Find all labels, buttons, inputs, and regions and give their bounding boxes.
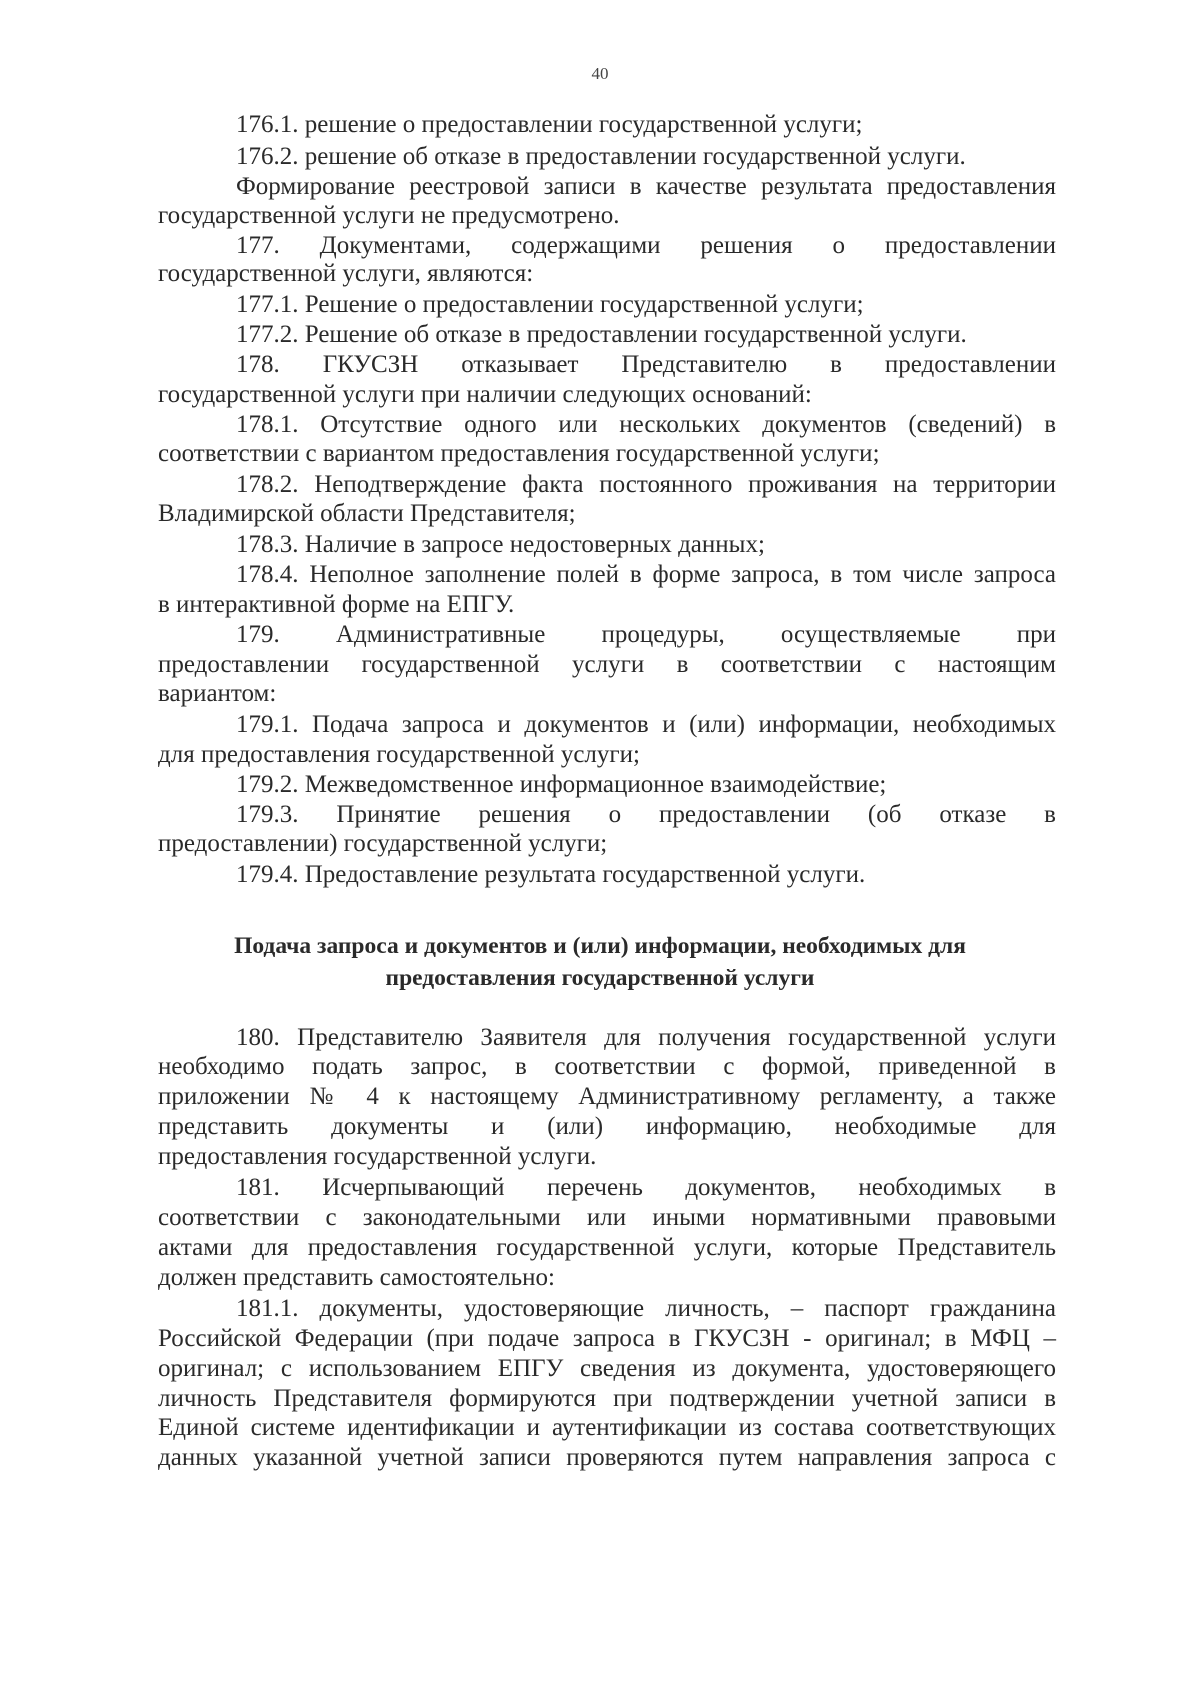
text-line: предоставлении) государственной услуги; <box>158 830 608 857</box>
text-line: 178.1. Отсутствие одного или нескольких документов (сведений) в <box>236 411 1056 438</box>
text-line: 177.1. Решение о предоставлении государственной услуги; <box>236 291 864 318</box>
text-line: предоставления государственной услуги. <box>158 1143 597 1170</box>
text-line: Российской Федерации (при подаче запроса в ГКУСЗН - оригинал; в МФЦ – <box>158 1325 1056 1352</box>
text-line: государственной услуги при наличии следующих оснований: <box>158 381 812 408</box>
text-line: представить документы и (или) информацию, необходимые для <box>158 1113 1056 1140</box>
text-line: вариантом: <box>158 680 277 707</box>
text-line: 181.1. документы, удостоверяющие личность, – паспорт гражданина <box>236 1295 1056 1322</box>
text-line: Единой системе идентификации и аутентификации из состава соответствующих <box>158 1414 1056 1441</box>
text-line: предоставлении государственной услуги в соответствии с настоящим <box>158 651 1056 678</box>
section-heading-line: предоставления государственной услуги <box>385 965 815 991</box>
text-line: соответствии с вариантом предоставления государственной услуги; <box>158 440 880 467</box>
text-line: оригинал; с использованием ЕПГУ сведения из документа, удостоверяющего <box>158 1355 1056 1382</box>
text-line: 177.2. Решение об отказе в предоставлении государственной услуги. <box>236 321 967 348</box>
text-line: для предоставления государственной услуги; <box>158 741 640 768</box>
page-number: 40 <box>591 64 609 83</box>
text-line: Владимирской области Представителя; <box>158 500 576 527</box>
text-line: 179.1. Подача запроса и документов и (или) информации, необходимых <box>236 711 1056 738</box>
text-line: 179.2. Межведомственное информационное взаимодействие; <box>236 771 887 798</box>
text-line: 181. Исчерпывающий перечень документов, необходимых в <box>236 1174 1056 1201</box>
text-line: должен представить самостоятельно: <box>158 1264 555 1291</box>
text-line: соответствии с законодательными или иными нормативными правовыми <box>158 1204 1056 1231</box>
section-heading-line: Подача запроса и документов и (или) информации, необходимых для <box>234 933 966 959</box>
text-line: 177. Документами, содержащими решения о предоставлении <box>236 232 1056 259</box>
text-line: 179.4. Предоставление результата государственной услуги. <box>236 861 866 888</box>
text-line: 179.3. Принятие решения о предоставлении (об отказе в <box>236 801 1056 828</box>
text-line: личность Представителя формируются при подтверждении учетной записи в <box>158 1385 1056 1412</box>
text-line: актами для предоставления государственной услуги, которые Представитель <box>158 1234 1056 1261</box>
text-line: приложении № 4 к настоящему Административному регламенту, а также <box>158 1083 1056 1110</box>
text-line: 178.3. Наличие в запросе недостоверных данных; <box>236 531 765 558</box>
text-line: 179. Административные процедуры, осуществляемые при <box>236 621 1056 648</box>
text-line: в интерактивной форме на ЕПГУ. <box>158 591 515 618</box>
text-line: 176.2. решение об отказе в предоставлении государственной услуги. <box>236 143 966 170</box>
text-line: данных указанной учетной записи проверяются путем направления запроса с <box>158 1444 1056 1471</box>
text-line: государственной услуги, являются: <box>158 260 534 287</box>
text-line: Формирование реестровой записи в качестве результата предоставления <box>236 173 1056 200</box>
text-line: 178.2. Неподтверждение факта постоянного проживания на территории <box>236 471 1056 498</box>
text-line: 178.4. Неполное заполнение полей в форме запроса, в том числе запроса <box>236 561 1056 588</box>
text-line: государственной услуги не предусмотрено. <box>158 202 620 229</box>
text-line: 176.1. решение о предоставлении государственной услуги; <box>236 111 863 138</box>
text-line: 180. Представителю Заявителя для получения государственной услуги <box>236 1024 1056 1051</box>
text-line: 178. ГКУСЗН отказывает Представителю в предоставлении <box>236 351 1056 378</box>
text-line: необходимо подать запрос, в соответствии с формой, приведенной в <box>158 1053 1056 1080</box>
